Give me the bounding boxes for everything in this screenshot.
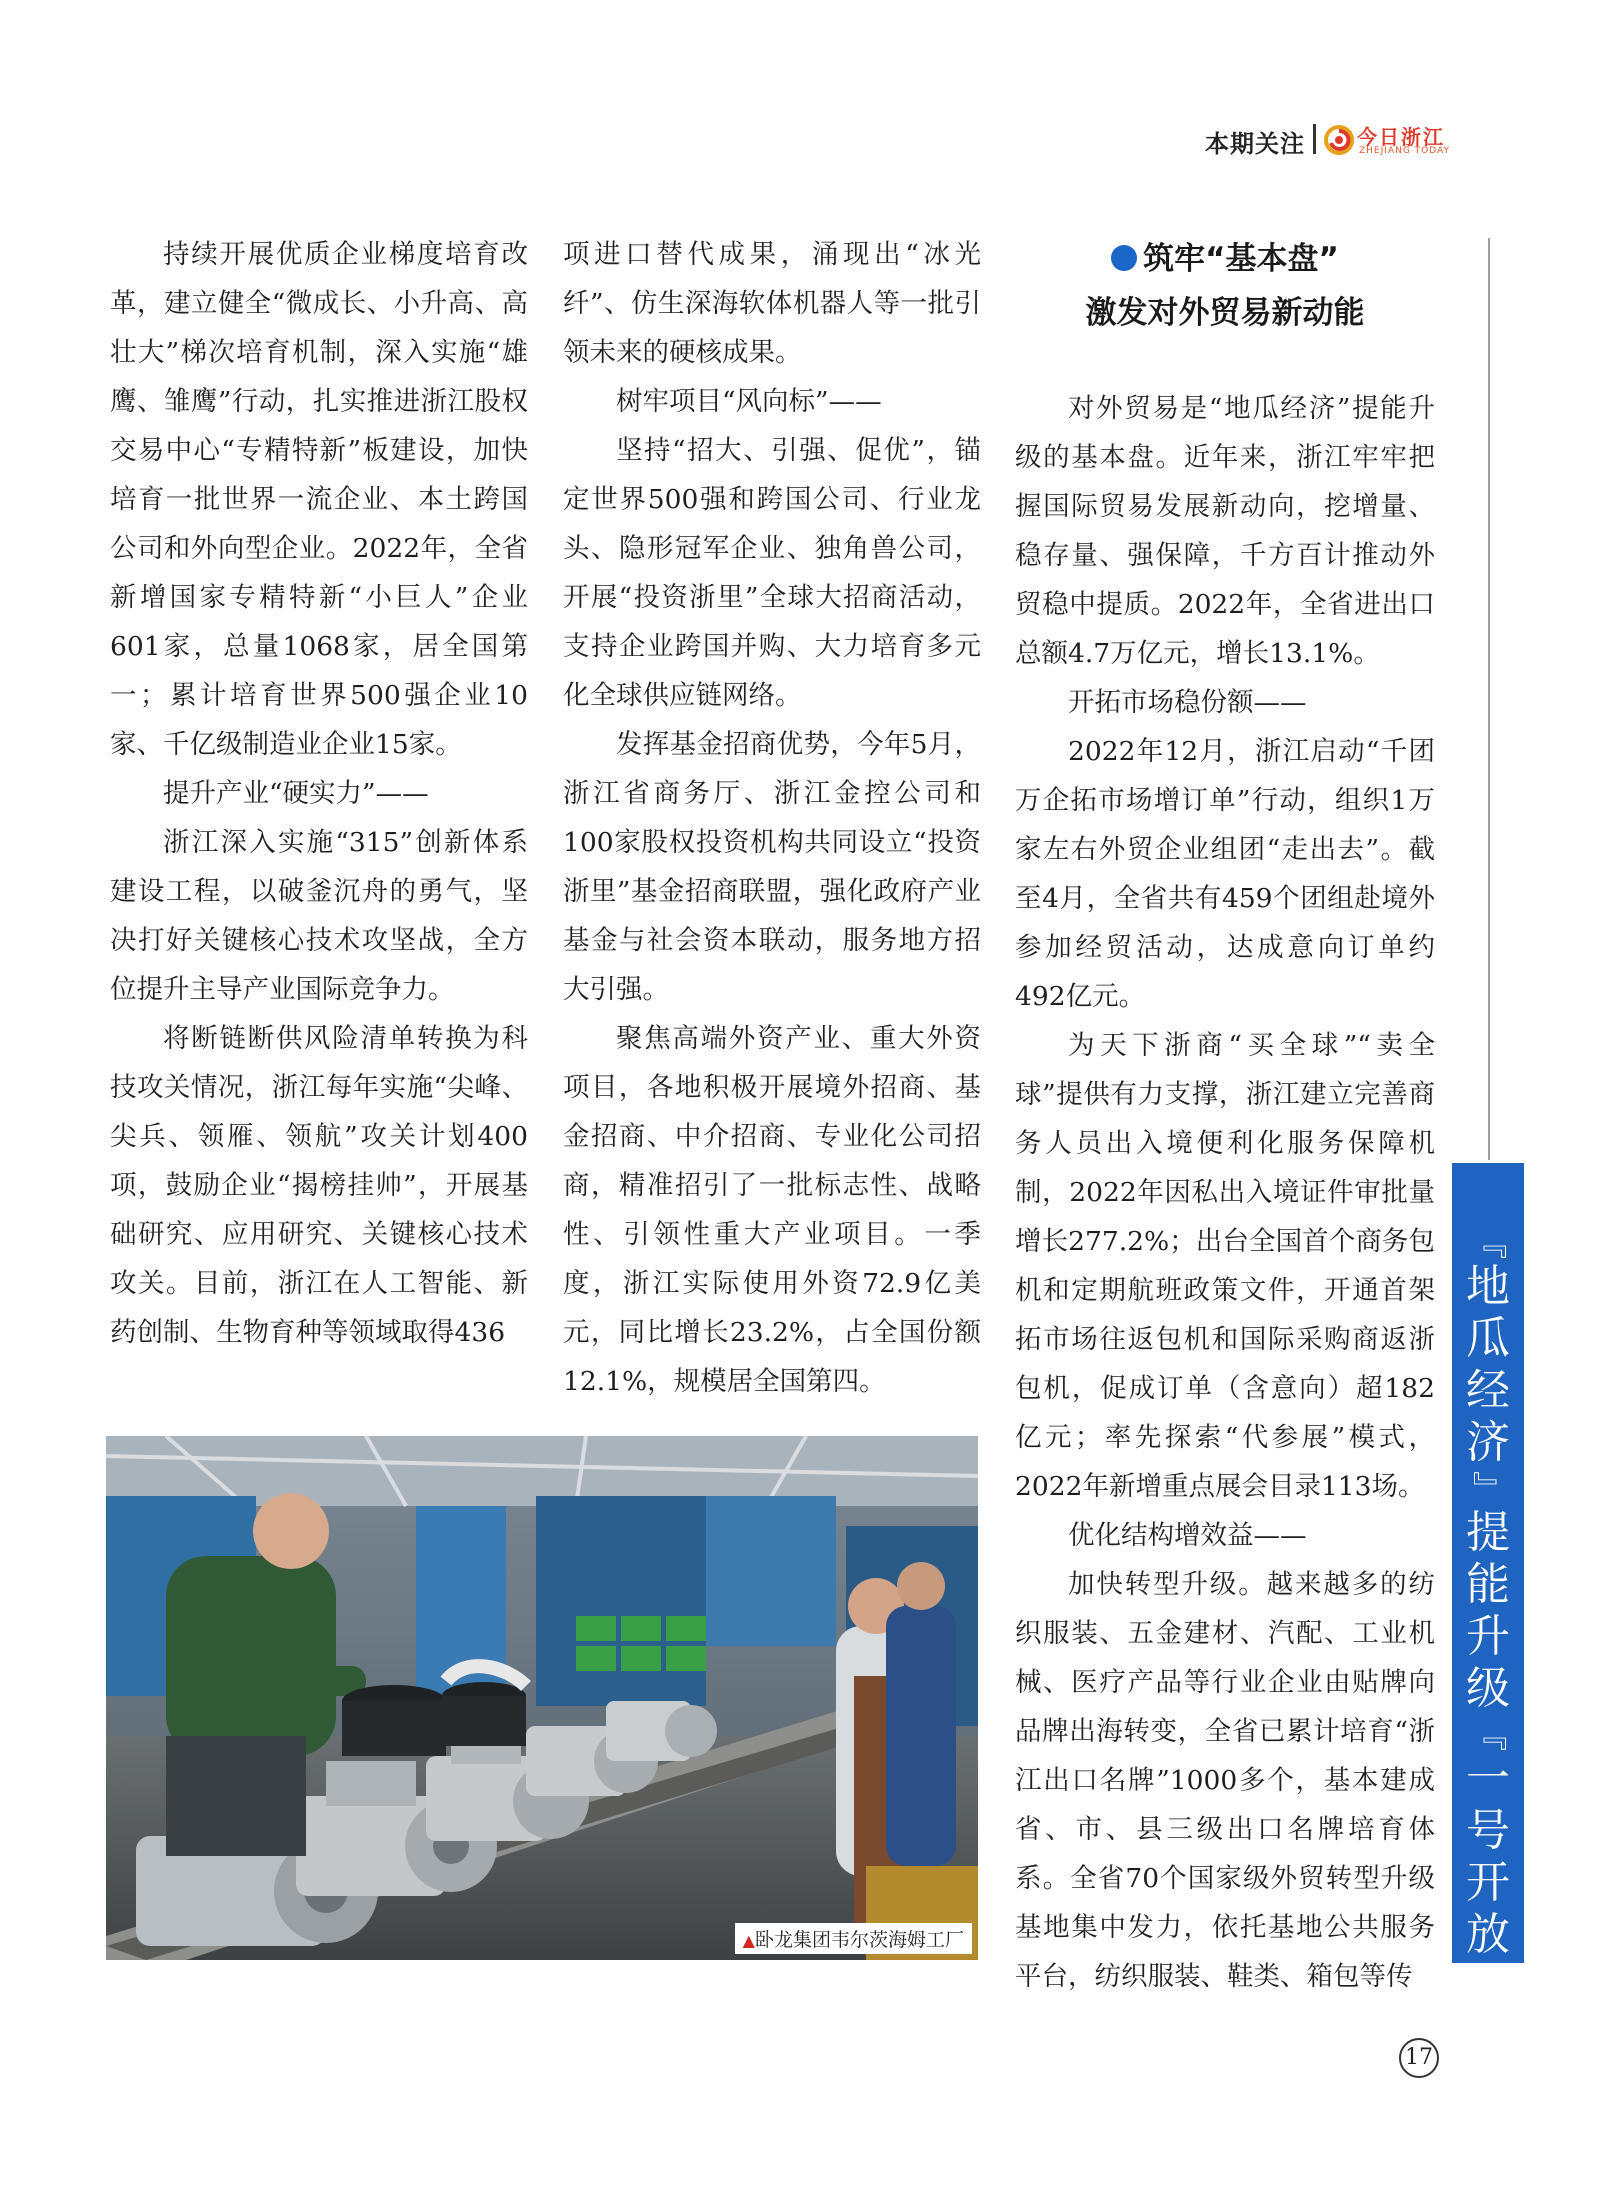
sidebar-char: 『 bbox=[1468, 1717, 1508, 1751]
sidebar-char: 程 bbox=[1466, 2013, 1510, 2064]
column-rule bbox=[1488, 238, 1490, 1160]
sidebar-text bbox=[1452, 1223, 1524, 2103]
bullet-dot-icon bbox=[1111, 245, 1137, 271]
subheading: 提升产业“硬实力”—— bbox=[163, 778, 429, 809]
article-column-3 bbox=[1015, 384, 1435, 2001]
header-divider bbox=[1313, 124, 1316, 154]
sidebar-char: 一 bbox=[1466, 1753, 1510, 1804]
sidebar-char: 能 bbox=[1466, 1559, 1510, 1610]
sidebar-char: 提 bbox=[1466, 1507, 1510, 1558]
sidebar-char: 『 bbox=[1468, 1225, 1508, 1259]
paragraph: 聚焦高端外资产业、重大外资项目，各地积极开展境外招商、基金招商、中介招商、专业化公司招商，精准招引了一批标志性、战略性、引领性重大产业项目。一季度，浙江实际使用外资72.9亿美元，同比增长23.2%，占全国份额12.1%，规模居全国第四。 bbox=[563, 1023, 981, 1397]
photo-caption bbox=[735, 1923, 972, 1954]
article-column-1 bbox=[110, 230, 528, 1357]
sidebar-char: 』 bbox=[1468, 2067, 1508, 2101]
sidebar-char: 级 bbox=[1466, 1663, 1510, 1714]
paragraph: 为天下浙商“买全球”“卖全球”提供有力支撑，浙江建立完善商务人员出入境便利化服务保障机制，2022年因私出入境证件审批量增长277.2%；出台全国首个商务包机和定期航班政策文件，开通首架拓市场往返包机和国际采购商返浙包机，促成订单（含意向）超182亿元；率先探索“代参展”模式，2022年新增重点展会目录113场。 bbox=[1015, 1030, 1435, 1502]
paragraph: 对外贸易是“地瓜经济”提能升级的基本盘。近年来，浙江牢牢把握国际贸易发展新动向，挖增量、稳存量、强保障，千方百计推动外贸稳中提质。2022年，全省进出口总额4.7万亿元，增长13.1%。 bbox=[1015, 393, 1435, 669]
paragraph: 加快转型升级。越来越多的纺织服装、五金建材、汽配、工业机械、医疗产品等行业企业由贴牌向品牌出海转变，全省已累计培育“浙江出口名牌”1000多个，基本建成省、市、县三级出口名牌培育体系。全省70个国家级外贸转型升级基地集中发力，依托基地公共服务平台，纺织服装、鞋类、箱包等传 bbox=[1015, 1569, 1435, 1992]
heading-line-1: 筑牢“基本盘” bbox=[1143, 241, 1339, 277]
paragraph: 发挥基金招商优势，今年5月，浙江省商务厅、浙江金控公司和100家股权投资机构共同设立“投资浙里”基金招商联盟，强化政府产业基金与社会资本联动，服务地方招大引强。 bbox=[563, 729, 981, 1005]
logo-subtitle: ZHEJIANG TODAY bbox=[1359, 146, 1450, 156]
logo-swirl-icon bbox=[1323, 124, 1355, 156]
sidebar-char: 地 bbox=[1466, 1261, 1510, 1312]
sidebar-char: 放 bbox=[1466, 1909, 1510, 1960]
topic-sidebar bbox=[1452, 1163, 1524, 2101]
section-label: 本期关注 bbox=[1205, 130, 1305, 158]
subheading: 优化结构增效益—— bbox=[1068, 1520, 1307, 1551]
factory-illustration bbox=[106, 1436, 978, 1960]
sidebar-char: 升 bbox=[1466, 1611, 1510, 1662]
sidebar-char: 瓜 bbox=[1466, 1313, 1510, 1364]
page-number: 17 bbox=[1399, 2038, 1439, 2078]
factory-photo bbox=[106, 1436, 978, 1960]
caption-triangle-icon: ▲ bbox=[742, 1931, 755, 1950]
page-header bbox=[1195, 118, 1455, 164]
subheading: 树牢项目“风向标”—— bbox=[616, 386, 882, 417]
sidebar-char: 工 bbox=[1466, 1961, 1510, 2012]
magazine-logo bbox=[1323, 120, 1453, 160]
article-column-2 bbox=[563, 230, 981, 1406]
paragraph: 2022年12月，浙江启动“千团万企拓市场增订单”行动，组织1万家左右外贸企业组团“走出去”。截至4月，全省共有459个团组赴境外参加经贸活动，达成意向订单约492亿元。 bbox=[1015, 736, 1435, 1012]
logo-text: 今日浙江 bbox=[1357, 125, 1445, 149]
caption-text: 卧龙集团韦尔茨海姆工厂 bbox=[754, 1929, 964, 1951]
paragraph: 持续开展优质企业梯度培育改革，建立健全“微成长、小升高、高壮大”梯次培育机制，深入实施“雄鹰、雏鹰”行动，扎实推进浙江股权交易中心“专精特新”板建设，加快培育一批世界一流企业、本土跨国公司和外向型企业。2022年，全省新增国家专精特新“小巨人”企业601家，总量1068家，居全国第一；累计培育世界500强企业10家、千亿级制造业企业15家。 bbox=[110, 239, 528, 760]
sidebar-char: 经 bbox=[1466, 1365, 1510, 1416]
sidebar-char: 济 bbox=[1466, 1417, 1510, 1468]
heading-line-2: 激发对外贸易新动能 bbox=[1085, 295, 1365, 331]
paragraph: 项进口替代成果，涌现出“冰光纤”、仿生深海软体机器人等一批引领未来的硬核成果。 bbox=[563, 239, 981, 368]
sidebar-char: 』 bbox=[1468, 1471, 1508, 1505]
sidebar-char: 号 bbox=[1466, 1805, 1510, 1856]
paragraph: 将断链断供风险清单转换为科技攻关情况，浙江每年实施“尖峰、尖兵、领雁、领航”攻关计划400项，鼓励企业“揭榜挂帅”，开展基础研究、应用研究、关键核心技术攻关。目前，浙江在人工智能、新药创制、生物育种等领域取得436 bbox=[110, 1023, 528, 1348]
paragraph: 浙江深入实施“315”创新体系建设工程，以破釜沉舟的勇气，坚决打好关键核心技术攻坚战，全方位提升主导产业国际竞争力。 bbox=[110, 827, 528, 1005]
subheading: 开拓市场稳份额—— bbox=[1068, 687, 1307, 718]
paragraph: 坚持“招大、引强、促优”，锚定世界500强和跨国公司、行业龙头、隐形冠军企业、独角兽公司，开展“投资浙里”全球大招商活动，支持企业跨国并购、大力培育多元化全球供应链网络。 bbox=[563, 435, 981, 711]
section-heading bbox=[1040, 232, 1410, 340]
sidebar-char: 开 bbox=[1466, 1857, 1510, 1908]
